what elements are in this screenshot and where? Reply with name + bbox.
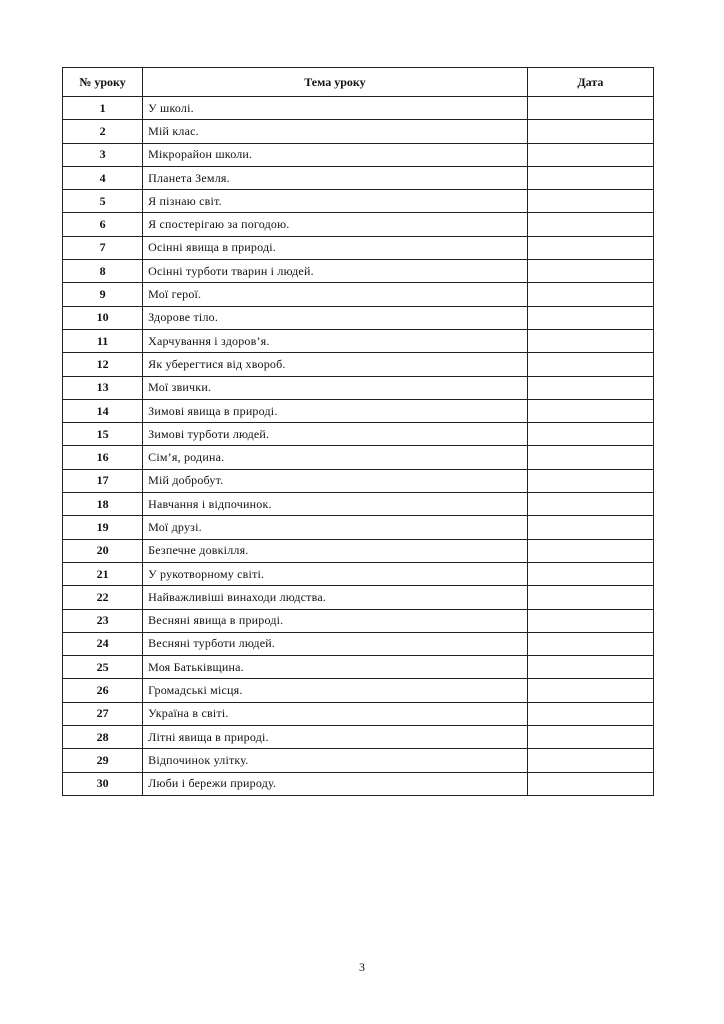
lesson-date-cell[interactable] <box>527 166 653 189</box>
lesson-number-cell: 10 <box>63 306 143 329</box>
lesson-date-cell[interactable] <box>527 236 653 259</box>
lesson-date-cell[interactable] <box>527 562 653 585</box>
lesson-topic-cell: Відпочинок улітку. <box>143 749 528 772</box>
table-row <box>63 469 654 492</box>
table-row <box>63 236 654 259</box>
lesson-number-cell: 27 <box>63 702 143 725</box>
lesson-topic-cell: Зимові явища в природі. <box>143 399 528 422</box>
table-row <box>63 306 654 329</box>
lesson-topic-cell: Здорове тіло. <box>143 306 528 329</box>
lesson-number-cell: 12 <box>63 353 143 376</box>
table-row <box>63 97 654 120</box>
lesson-date-cell[interactable] <box>527 97 653 120</box>
lesson-topic-cell: Харчування і здоров’я. <box>143 329 528 352</box>
table-row <box>63 353 654 376</box>
table-row <box>63 166 654 189</box>
lesson-topic-cell: Літні явища в природі. <box>143 726 528 749</box>
table-row <box>63 609 654 632</box>
table-row <box>63 260 654 283</box>
lesson-date-cell[interactable] <box>527 469 653 492</box>
table-row <box>63 493 654 516</box>
table-row <box>63 539 654 562</box>
lesson-date-cell[interactable] <box>527 376 653 399</box>
lesson-topic-cell: Україна в світі. <box>143 702 528 725</box>
lesson-number-cell: 30 <box>63 772 143 795</box>
lesson-date-cell[interactable] <box>527 493 653 516</box>
lesson-topic-cell: Мої друзі. <box>143 516 528 539</box>
lesson-number-cell: 7 <box>63 236 143 259</box>
lesson-number-cell: 28 <box>63 726 143 749</box>
lesson-number-cell: 25 <box>63 656 143 679</box>
lesson-date-cell[interactable] <box>527 632 653 655</box>
lesson-number-cell: 9 <box>63 283 143 306</box>
lesson-number-cell: 16 <box>63 446 143 469</box>
lesson-topic-cell: Найважливіші винаходи людства. <box>143 586 528 609</box>
table-row <box>63 749 654 772</box>
lesson-topic-cell: Зимові турботи людей. <box>143 423 528 446</box>
table-row <box>63 726 654 749</box>
table-row <box>63 376 654 399</box>
lesson-date-cell[interactable] <box>527 329 653 352</box>
table-row <box>63 702 654 725</box>
table-row <box>63 283 654 306</box>
lesson-date-cell[interactable] <box>527 516 653 539</box>
lesson-number-cell: 21 <box>63 562 143 585</box>
lesson-date-cell[interactable] <box>527 143 653 166</box>
lesson-number-cell: 29 <box>63 749 143 772</box>
lesson-topic-cell: Весняні явища в природі. <box>143 609 528 632</box>
lesson-date-cell[interactable] <box>527 679 653 702</box>
lesson-date-cell[interactable] <box>527 260 653 283</box>
lesson-topic-cell: Безпечне довкілля. <box>143 539 528 562</box>
lesson-topic-cell: Мій добробут. <box>143 469 528 492</box>
table-row <box>63 190 654 213</box>
table-row <box>63 120 654 143</box>
lesson-number-cell: 11 <box>63 329 143 352</box>
lesson-date-cell[interactable] <box>527 656 653 679</box>
lesson-date-cell[interactable] <box>527 702 653 725</box>
lesson-topic-cell: Весняні турботи людей. <box>143 632 528 655</box>
lesson-number-cell: 4 <box>63 166 143 189</box>
lesson-date-cell[interactable] <box>527 120 653 143</box>
lesson-date-cell[interactable] <box>527 423 653 446</box>
table-row <box>63 632 654 655</box>
lesson-topic-cell: Мої герої. <box>143 283 528 306</box>
lesson-topic-cell: Навчання і відпочинок. <box>143 493 528 516</box>
lesson-number-cell: 26 <box>63 679 143 702</box>
table-row <box>63 772 654 795</box>
lesson-date-cell[interactable] <box>527 609 653 632</box>
lesson-topic-cell: Люби і бережи природу. <box>143 772 528 795</box>
table-row <box>63 679 654 702</box>
lesson-topic-cell: Сім’я, родина. <box>143 446 528 469</box>
lesson-topic-cell: У школі. <box>143 97 528 120</box>
header-lesson-topic: Тема уроку <box>143 68 528 97</box>
table-row <box>63 516 654 539</box>
table-row <box>63 446 654 469</box>
lesson-topic-cell: Мій клас. <box>143 120 528 143</box>
lesson-number-cell: 5 <box>63 190 143 213</box>
lesson-date-cell[interactable] <box>527 446 653 469</box>
lesson-topic-cell: Мої звички. <box>143 376 528 399</box>
lesson-date-cell[interactable] <box>527 399 653 422</box>
lesson-date-cell[interactable] <box>527 586 653 609</box>
lesson-plan-table <box>62 67 654 796</box>
lesson-topic-cell: У рукотворному світі. <box>143 562 528 585</box>
lesson-date-cell[interactable] <box>527 190 653 213</box>
table-row <box>63 423 654 446</box>
lesson-date-cell[interactable] <box>527 306 653 329</box>
lesson-date-cell[interactable] <box>527 283 653 306</box>
lesson-topic-cell: Як уберегтися від хвороб. <box>143 353 528 376</box>
lesson-topic-cell: Я пізнаю світ. <box>143 190 528 213</box>
lesson-number-cell: 15 <box>63 423 143 446</box>
table-row <box>63 586 654 609</box>
lesson-date-cell[interactable] <box>527 749 653 772</box>
lesson-number-cell: 2 <box>63 120 143 143</box>
lesson-date-cell[interactable] <box>527 772 653 795</box>
lesson-number-cell: 6 <box>63 213 143 236</box>
lesson-topic-cell: Осінні явища в природі. <box>143 236 528 259</box>
lesson-topic-cell: Мікрорайон школи. <box>143 143 528 166</box>
lesson-number-cell: 1 <box>63 97 143 120</box>
lesson-topic-cell: Я спостерігаю за погодою. <box>143 213 528 236</box>
table-row <box>63 656 654 679</box>
lesson-topic-cell: Осінні турботи тварин і людей. <box>143 260 528 283</box>
table-body <box>63 97 654 796</box>
lesson-topic-cell: Моя Батьківщина. <box>143 656 528 679</box>
table-row <box>63 329 654 352</box>
table-row <box>63 143 654 166</box>
lesson-number-cell: 24 <box>63 632 143 655</box>
lesson-topic-cell: Громадські місця. <box>143 679 528 702</box>
header-date: Дата <box>527 68 653 97</box>
page-number: 3 <box>359 960 365 974</box>
lesson-number-cell: 17 <box>63 469 143 492</box>
lesson-number-cell: 19 <box>63 516 143 539</box>
lesson-number-cell: 3 <box>63 143 143 166</box>
lesson-date-cell[interactable] <box>527 539 653 562</box>
lesson-date-cell[interactable] <box>527 353 653 376</box>
lesson-number-cell: 13 <box>63 376 143 399</box>
table-row <box>63 399 654 422</box>
lesson-date-cell[interactable] <box>527 726 653 749</box>
lesson-date-cell[interactable] <box>527 213 653 236</box>
lesson-number-cell: 14 <box>63 399 143 422</box>
lesson-number-cell: 22 <box>63 586 143 609</box>
lesson-number-cell: 23 <box>63 609 143 632</box>
table-header-row <box>63 68 654 97</box>
table-row <box>63 213 654 236</box>
lesson-number-cell: 20 <box>63 539 143 562</box>
lesson-number-cell: 8 <box>63 260 143 283</box>
lesson-number-cell: 18 <box>63 493 143 516</box>
table-row <box>63 562 654 585</box>
lesson-topic-cell: Планета Земля. <box>143 166 528 189</box>
header-lesson-number: № уроку <box>63 68 143 97</box>
